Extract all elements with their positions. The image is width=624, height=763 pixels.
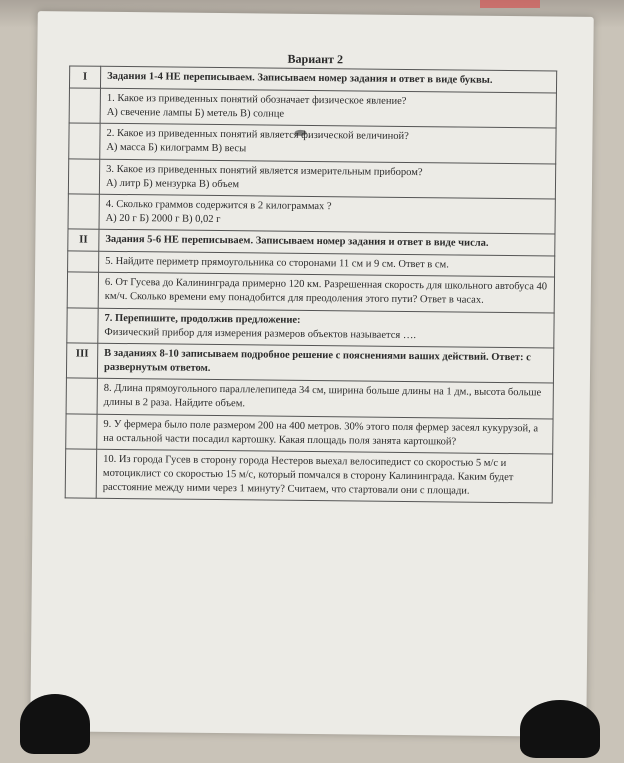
- question-row: [66, 414, 553, 454]
- question-row: [65, 449, 552, 504]
- question-text: 8. Длина прямоугольного параллелепипеда 34 см, ширина больше длины на 1 дм., высота больше длины в 2 раза. Найдите объем.: [103, 383, 542, 410]
- question-cell: [99, 159, 555, 199]
- tasks-table: [65, 65, 558, 504]
- question-text: 5. Найдите периметр прямоугольника со сторонами 11 см и 9 см. Ответ в см.: [105, 255, 449, 271]
- question-row: [67, 272, 554, 312]
- question-row: [67, 308, 554, 348]
- section-number: III: [66, 343, 97, 379]
- worksheet-page: [30, 11, 594, 737]
- question-text: 2. Какое из приведенных понятий является физической величиной?: [106, 128, 409, 143]
- question-text: 10. Из города Гусев в сторону города Нестеров выехал велосипедист со скоростью 5 м/с и мотоциклист со скоростью 15 м/с, который помчался в сторону Калининграда. Каким будет расстояние между ними через 1 минуту? Считаем, что стартовали они с площади.: [102, 453, 514, 497]
- question-row: [69, 88, 556, 128]
- answer-options: А) литр Б) мензурка В) объем: [105, 177, 240, 190]
- question-cell: [98, 308, 554, 348]
- question-row: [66, 378, 553, 418]
- question-text: 7. Перепишите, продолжив предложение:: [104, 312, 301, 326]
- binder-clip-left: [20, 694, 90, 754]
- red-mark: [480, 0, 540, 8]
- question-cell: [100, 123, 556, 163]
- question-row: [69, 123, 556, 163]
- binder-clip-right: [520, 700, 600, 758]
- question-cell: [100, 88, 556, 128]
- answer-options: А) масса Б) килограмм В) весы: [106, 142, 247, 155]
- question-cell: [97, 414, 553, 454]
- section-header: Задания 5-6 НЕ переписываем. Записываем номер задания и ответ в виде числа.: [99, 229, 555, 256]
- answer-options: А) свечение лампы Б) метель В) солнце: [106, 106, 285, 120]
- question-text: 6. От Гусева до Калининграда примерно 120 км. Разрешенная скорость для школьного автобуса 40 км/ч. Сколько времени ему понадобится для преодоления этого пути? Ответ в часах.: [104, 277, 548, 307]
- section-header: В заданиях 8-10 записываем подробное решение с пояснениями ваших действий. Ответ: с развернутым ответом.: [97, 343, 553, 383]
- question-cell: [97, 379, 553, 419]
- question-row: [68, 158, 555, 198]
- section-row: [66, 343, 553, 383]
- section-header: Задания 1-4 НЕ переписываем. Записываем номер задания и ответ в виде буквы.: [100, 66, 556, 93]
- question-text: 1. Какое из приведенных понятий обозначает физическое явление?: [106, 92, 407, 107]
- question-cell: [98, 272, 554, 312]
- question-cell: [96, 449, 552, 503]
- question-cell: [99, 194, 555, 234]
- page-title: Вариант 2: [287, 51, 344, 67]
- question-continuation: Физический прибор для измерения размеров объектов называется ….: [104, 326, 417, 341]
- section-number: I: [69, 66, 100, 88]
- question-text: 3. Какое из приведенных понятий является измерительным прибором?: [106, 163, 423, 178]
- question-text: 9. У фермера было поле размером 200 на 400 метров. 30% этого поля фермер засеял кукурузой, а на остальной части посадил картошку. Какая площадь поля занята картошкой?: [103, 418, 539, 448]
- answer-options: А) 20 г Б) 2000 г В) 0,02 г: [105, 212, 221, 226]
- question-row: [68, 194, 555, 234]
- question-text: 4. Сколько граммов содержится в 2 килограммах ?: [105, 198, 332, 213]
- section-number: II: [68, 229, 99, 251]
